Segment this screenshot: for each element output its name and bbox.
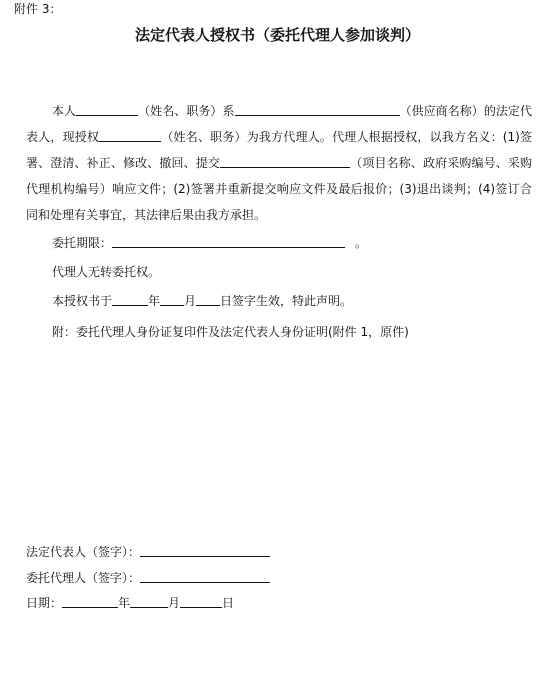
year-blank[interactable] [112, 293, 148, 306]
date-year-blank[interactable] [62, 595, 118, 608]
supplier-name-blank[interactable] [235, 103, 400, 116]
date-label: 日期： [26, 596, 63, 610]
day-label: 日签字生效，特此声明。 [220, 294, 353, 308]
term-line [52, 234, 367, 251]
year-label: 年 [148, 294, 161, 308]
term-label: 委托期限： [52, 236, 113, 250]
authorization-paragraph [26, 98, 532, 228]
month-blank[interactable] [160, 293, 184, 306]
text-self: 本人 [52, 104, 77, 118]
text-responsibilities: （项目名称、政府采购编号、采购代理机构编号）响应文件；(2)签署并重新提交响应文件及最后报价；(3)退出谈判；(4)签订合同和处理有关事宜，其法律后果由我方承担。 [26, 156, 532, 222]
term-end: 。 [355, 236, 368, 250]
legal-rep-label: 法定代表人（签字）： [26, 545, 141, 559]
legal-rep-signature-line [26, 543, 270, 560]
project-name-blank[interactable] [220, 155, 350, 168]
text-name-title: （姓名、职务）系 [138, 104, 235, 118]
month-label: 月 [184, 294, 197, 308]
legal-rep-signature-blank[interactable] [140, 544, 270, 557]
agent-signature-line [26, 569, 270, 586]
text-supplier: （供应商名称）的法定代表人，现授权 [26, 104, 532, 144]
date-year-label: 年 [118, 596, 131, 610]
attachment-note: 附：委托代理人身份证复印件及法定代表人身份证明(附件 1，原件) [52, 325, 409, 339]
document-title: 法定代表人授权书（委托代理人参加谈判） [134, 26, 420, 44]
day-blank[interactable] [196, 293, 220, 306]
attachment-label: 附件 3： [14, 2, 62, 16]
term-blank[interactable] [112, 235, 345, 248]
date-month-blank[interactable] [130, 595, 168, 608]
agent-label: 委托代理人（签字）： [26, 571, 141, 585]
validity-line [52, 292, 352, 309]
date-month-label: 月 [168, 596, 181, 610]
agent-signature-blank[interactable] [140, 570, 270, 583]
date-day-label: 日 [222, 596, 235, 610]
agent-name-blank[interactable] [99, 129, 161, 142]
date-line [26, 594, 234, 611]
text-agent-scope: （姓名、职务）为我方代理人。代理人根据授权，以我方名义：(1)签署、澄清、补正、修改、撤回、提交 [26, 130, 532, 170]
date-day-blank[interactable] [180, 595, 222, 608]
validity-text: 本授权书于 [52, 294, 113, 308]
name-title-blank[interactable] [76, 103, 138, 116]
no-subdelegation: 代理人无转委托权。 [52, 265, 161, 279]
